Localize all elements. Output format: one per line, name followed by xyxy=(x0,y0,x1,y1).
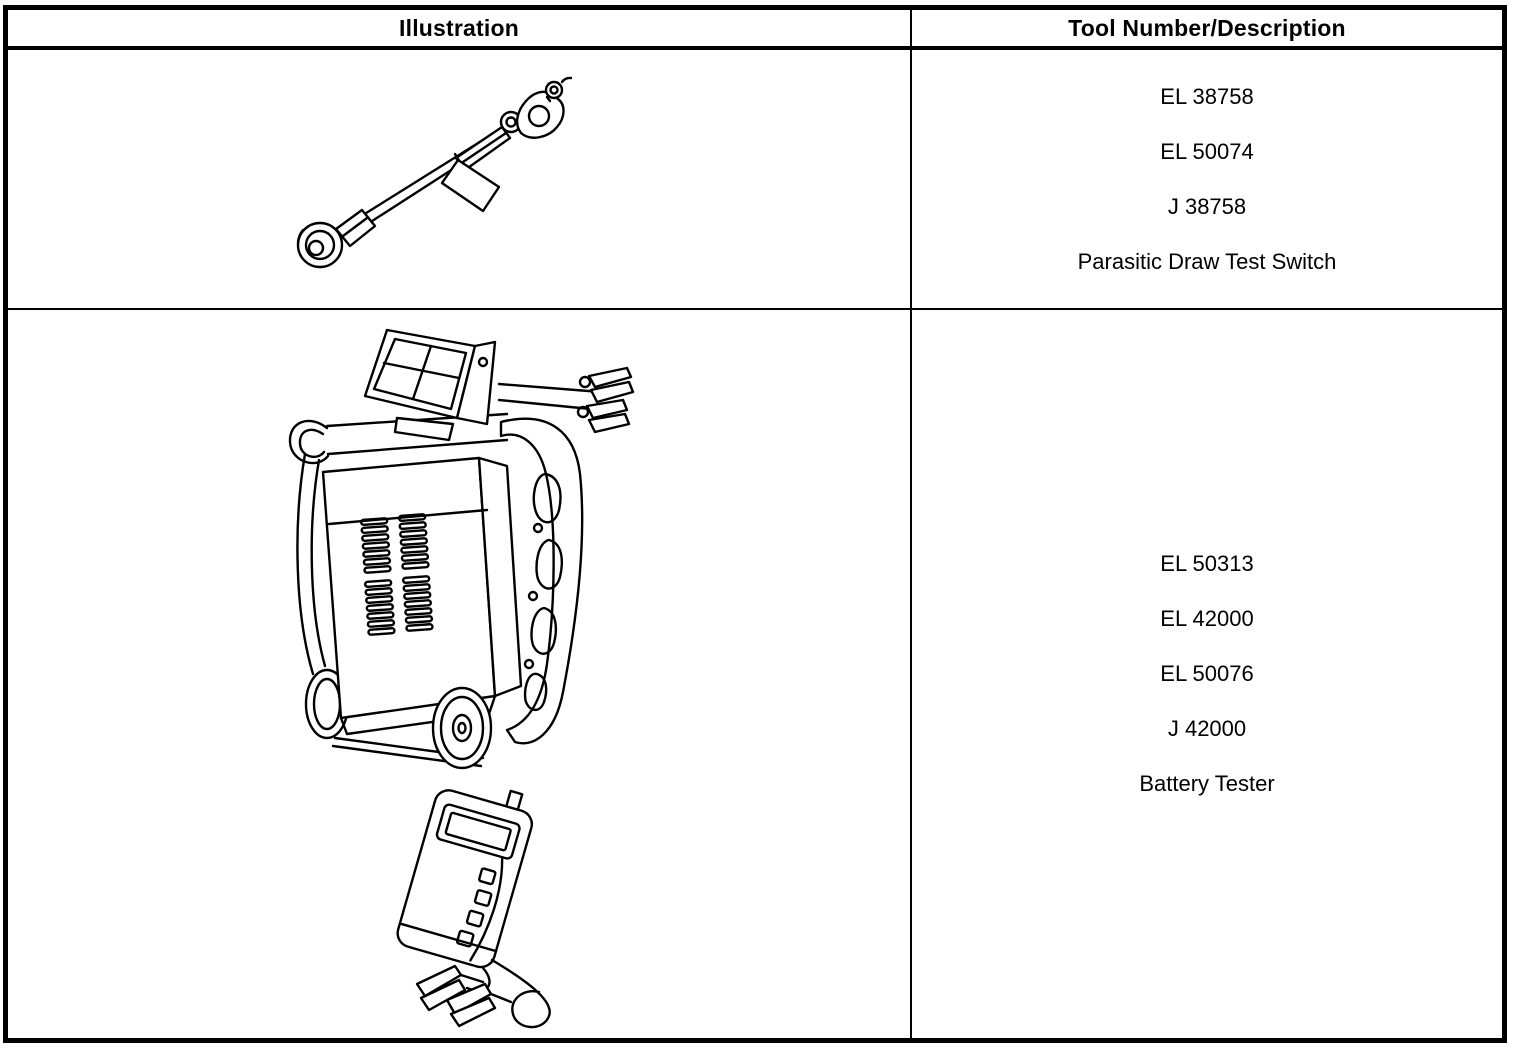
table-row-2-description-cell xyxy=(912,310,1502,1038)
tool-number: J 42000 xyxy=(1167,716,1247,741)
table-row-1-illustration-cell xyxy=(8,50,912,310)
tool-number: EL 38758 xyxy=(1160,83,1254,109)
handheld-battery-tester-illustration xyxy=(394,772,549,1027)
tool-number: EL 50076 xyxy=(1160,661,1254,686)
tool-number: EL 50074 xyxy=(1160,138,1254,164)
tool-number: EL 42000 xyxy=(1160,606,1254,631)
column-header-illustration: Illustration xyxy=(8,10,912,50)
table-row-1-description-cell xyxy=(912,50,1502,310)
tool-number: EL 50313 xyxy=(1160,551,1254,576)
table-row-2-illustration-cell xyxy=(8,310,912,1038)
parasitic-draw-test-switch-illustration xyxy=(259,54,659,304)
battery-tester-cart-illustration xyxy=(249,314,669,1034)
special-tools-table xyxy=(3,5,1507,1043)
column-header-tool-number-description: Tool Number/Description xyxy=(912,10,1502,50)
tool-description: Parasitic Draw Test Switch xyxy=(1077,248,1337,274)
tool-number: J 38758 xyxy=(1167,193,1247,219)
tool-description: Battery Tester xyxy=(1139,771,1275,796)
